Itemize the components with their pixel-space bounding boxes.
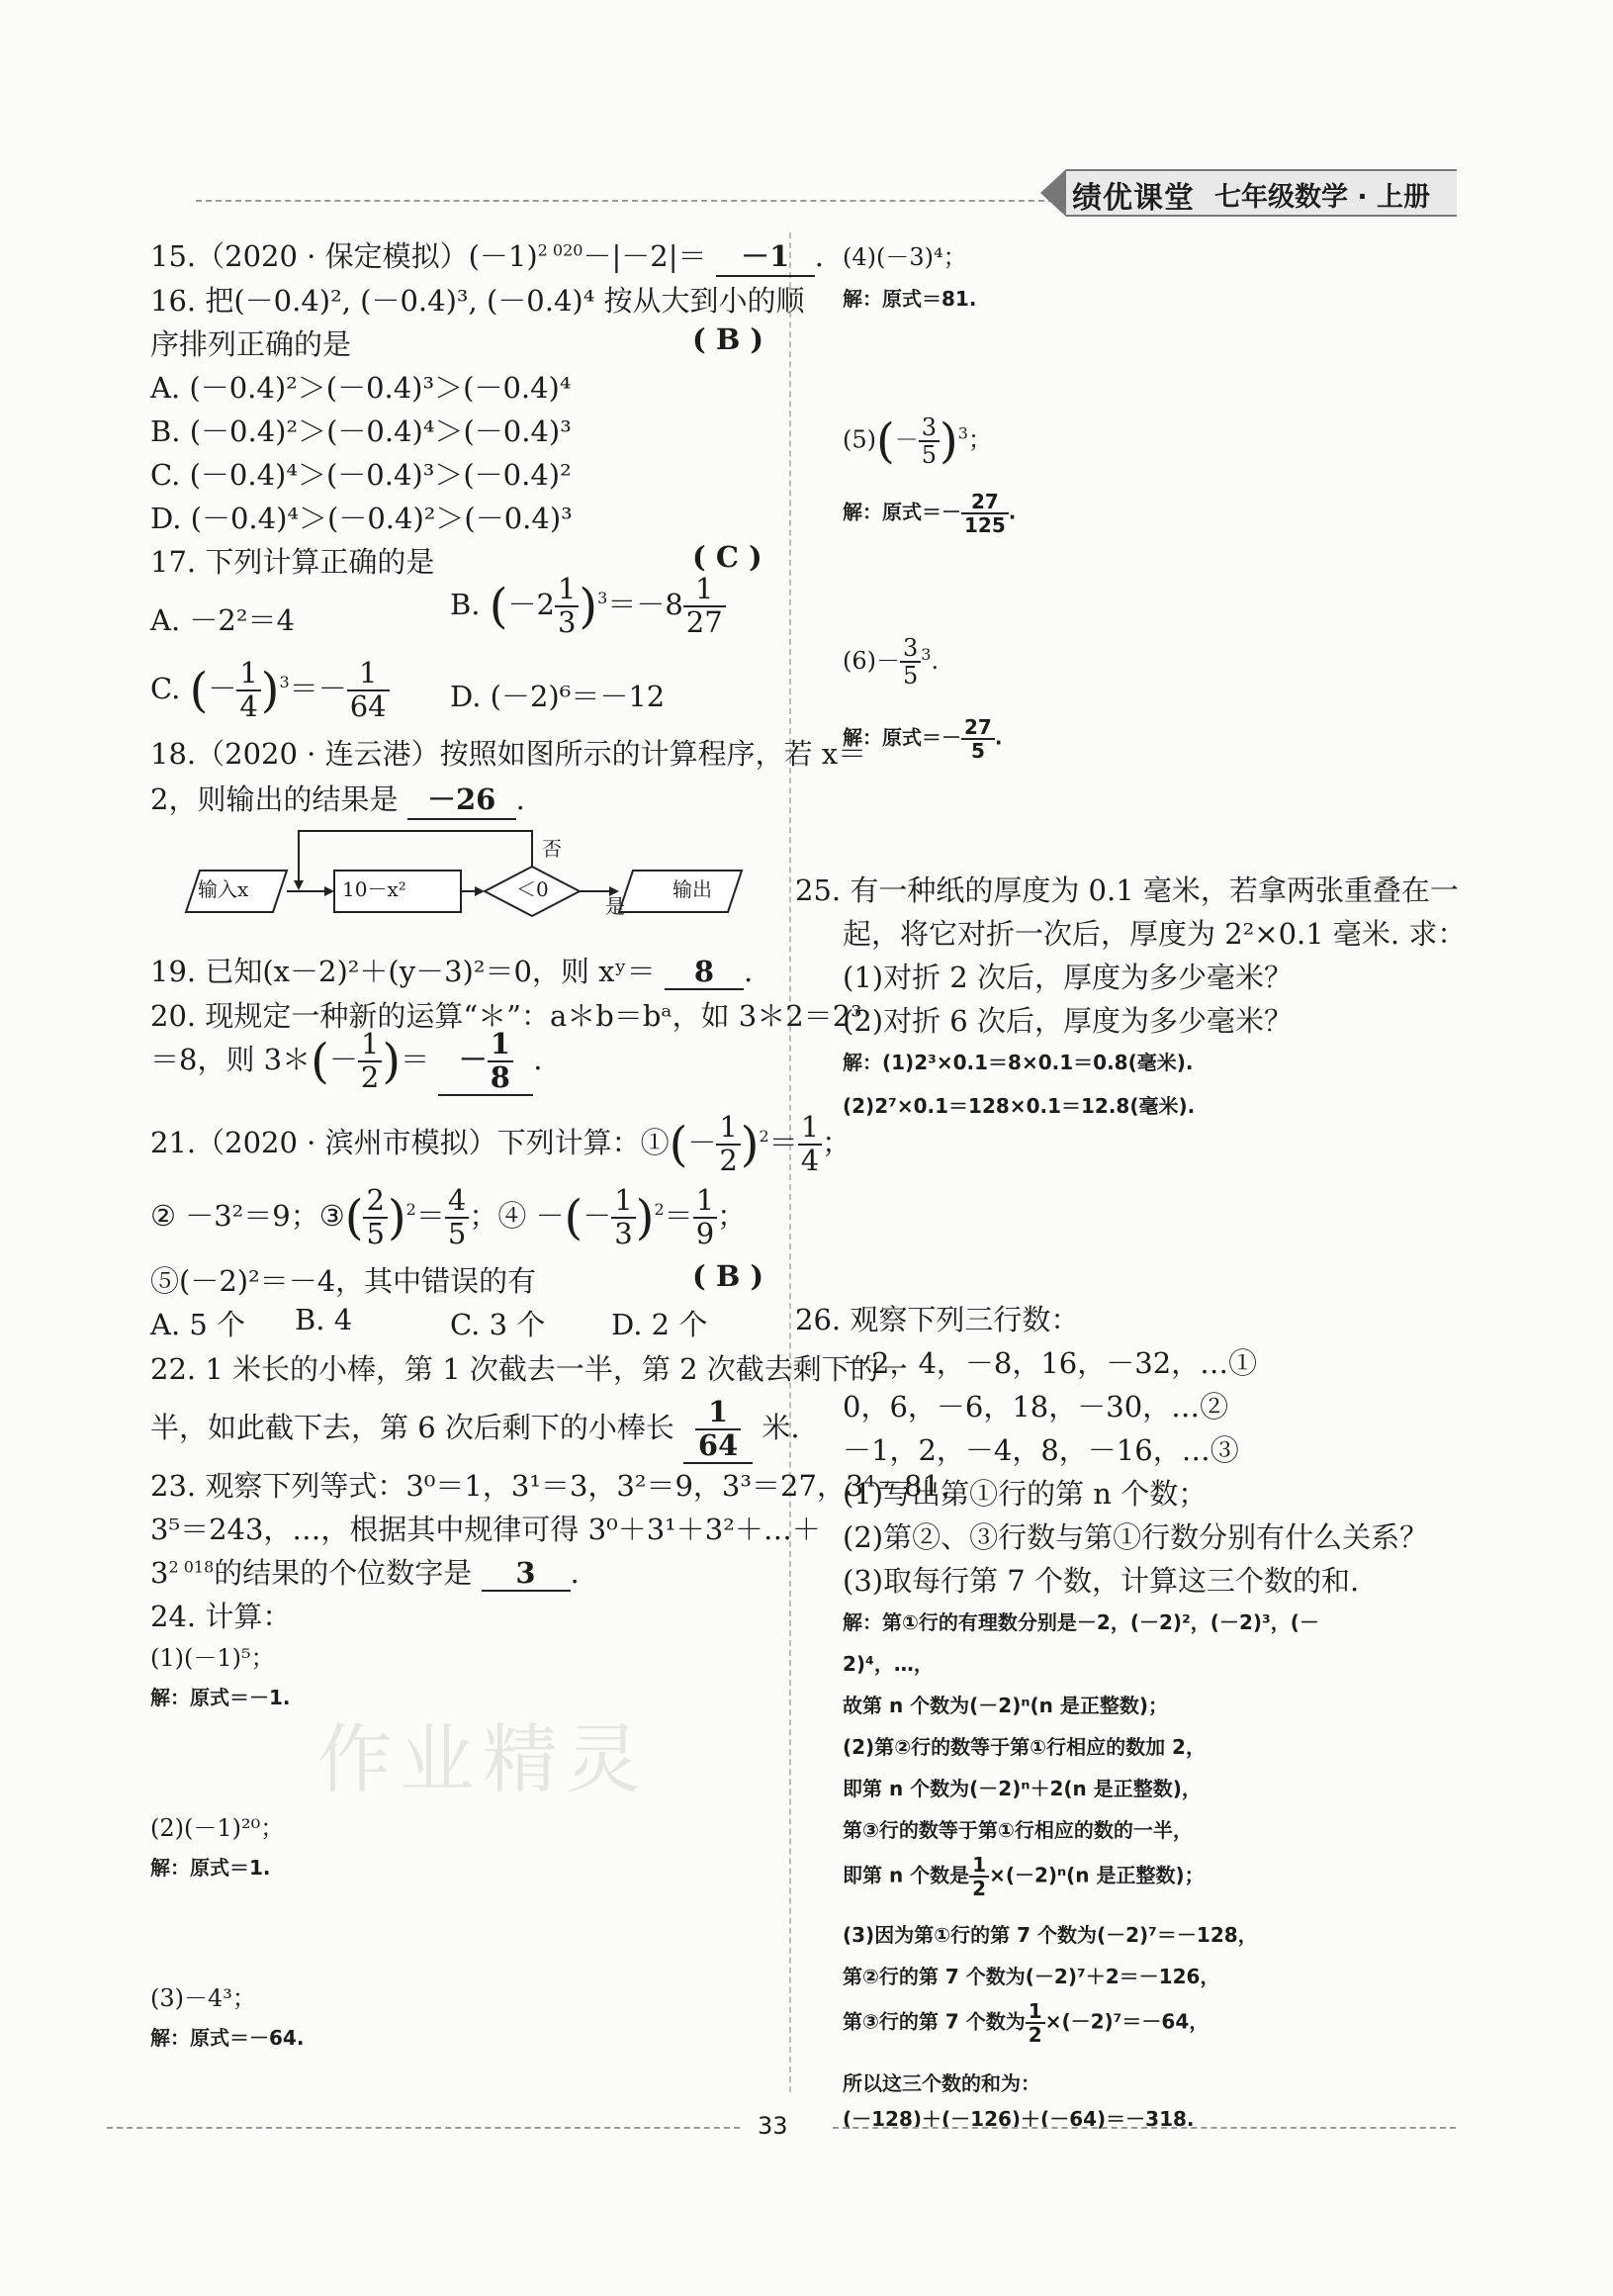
q26-stem: 26. 观察下列三行数： [795,1303,1080,1336]
footer-rule-right [833,2127,1456,2129]
footer-rule-left [107,2127,740,2129]
q23-line1: 23. 观察下列等式：3⁰＝1，3¹＝3，3²＝9，3³＝27，3⁴＝81， [150,1469,969,1503]
q26-sol-0: 解：第①行的有理数分别是－2，(－2)²，(－2)³，(－ [843,1610,1319,1634]
q16-option-d: D. (－0.4)⁴＞(－0.4)²＞(－0.4)³ [150,502,573,535]
q21-answer: ( B ) [692,1259,764,1293]
flow-no: 否 [542,837,562,861]
header-rule-left [196,200,1064,202]
q17-option-a: A. －2²＝4 [150,603,295,637]
q26-sol-7: (3)因为第①行的第 7 个数为(－2)⁷＝－128， [843,1923,1258,1947]
q26-sol-2: 故第 n 个数为(－2)ⁿ(n 是正整数)； [843,1694,1168,1717]
q21-option-d: D. 2 个 [611,1308,708,1341]
q26-ask2: (2)第②、③行数与第①行数分别有什么关系？ [843,1520,1429,1554]
q26-sol-4: 即第 n 个数为(－2)ⁿ＋2(n 是正整数)， [843,1777,1202,1800]
q26-row2: 0，6，－6，18，－30，…② [843,1390,1229,1424]
q26-sol-9: 第③行的第 7 个数为 $\frac{1}{2}$ ×(－2)⁷＝－64， [843,1999,1210,2047]
q26-sol-11: (－128)＋(－126)＋(－64)＝－318. [843,2107,1195,2131]
q24-part1: (1)(－1)⁵； [150,1644,275,1672]
q19-answer: 8 [665,955,744,990]
q26-row1: －2，4，－8，16，－32，…① [843,1346,1258,1380]
q25-sol2: (2)2⁷×0.1＝128×0.1＝12.8(毫米). [843,1094,1196,1118]
q24-part5: (5)(－ $\frac{3}{5}$ )$^3$； [843,413,992,469]
q24-stem: 24. 计算： [150,1600,292,1633]
flow-input: 输入x [198,877,249,901]
q25-line3: (1)对折 2 次后，厚度为多少毫米？ [843,961,1293,994]
q22-line1: 22. 1 米长的小棒，第 1 次截去一半，第 2 次截去剩下的一 [150,1352,908,1386]
q16-line2: 序排列正确的是 [150,327,352,361]
q18-line1: 18.（2020 · 连云港）按照如图所示的计算程序，若 x＝ [150,737,867,771]
q26-ask3: (3)取每行第 7 个数，计算这三个数的和. [843,1564,1360,1598]
q17-option-d: D. (－2)⁶＝－12 [450,680,666,713]
q17-option-c: C. (－ $\frac{1}{4}$ )$^3$＝－ $\frac{1}{64}$ [150,658,390,723]
q17-option-b: B. (－2 $\frac{1}{3}$ )$^3$＝－8 $\frac{1}{27}$ [450,574,726,639]
q24-sol2: 解：原式＝1. [150,1856,271,1880]
banner-arrow-icon [1040,169,1066,217]
q26-sol-8: 第②行的第 7 个数为(－2)⁷＋2＝－126， [843,1965,1220,1988]
q16-option-a: A. (－0.4)²＞(－0.4)³＞(－0.4)⁴ [150,371,572,405]
page-number: 33 [758,2112,788,2140]
flow-op: 10－x² [342,877,406,901]
q20-answer: － $\frac{1}{8}$ [438,1029,533,1096]
q24-part3: (3)－4³； [150,1984,256,2012]
q20-line1: 20. 现规定一种新的运算“＊”：a＊b＝bᵃ，如 3＊2＝2³ [150,999,862,1033]
q26-sol-6: 即第 n 个数是 $\frac{1}{2}$ ×(－2)ⁿ(n 是正整数)； [843,1853,1205,1900]
q23-answer: 3 [482,1556,571,1592]
q15-answer: －1 [716,234,815,277]
q21-line1: 21.（2020 · 滨州市模拟）下列计算：①(－ $\frac{1}{2}$ )$^2$＝ $\frac{1}{4}$ ； [150,1110,851,1177]
q19: 19. 已知(x－2)²＋(y－3)²＝0，则 xʸ＝ 8 . [150,955,754,988]
brand-name: 绩优课堂 [1072,181,1195,216]
q25-line1: 25. 有一种纸的厚度为 0.1 毫米，若拿两张重叠在一 [795,873,1459,907]
q21-option-a: A. 5 个 [150,1308,246,1341]
q16-answer: ( B ) [692,322,764,356]
q24-part2: (2)(－1)²⁰； [150,1814,285,1842]
q26-sol-1: 2)⁴，…， [843,1652,934,1676]
q17-stem: 17. 下列计算正确的是 [150,545,435,579]
q18-line2: 2，则输出的结果是 －26 . [150,778,525,820]
q16-option-c: C. (－0.4)⁴＞(－0.4)³＞(－0.4)² [150,458,572,492]
q25-line4: (2)对折 6 次后，厚度为多少毫米？ [843,1004,1293,1038]
q25-sol1: 解：(1)2³×0.1＝8×0.1＝0.8(毫米). [843,1051,1194,1074]
q15: 15.（2020 · 保定模拟）$(-1)^{2 020}-|-2|= -1$ . [150,234,824,277]
q24-sol4: 解：原式＝81. [843,287,977,311]
q16-line1: 16. 把(－0.4)², (－0.4)³, (－0.4)⁴ 按从大到小的顺 [150,284,805,318]
q24-part6: (6)－ $\frac{3}{5}$ $^3$. [843,634,940,690]
q21-line2: ② －3²＝9；③( $\frac{2}{5}$ )$^2$＝ $\frac{4}{5}$ ；④ －(－ $\frac{1}{3}$ )$^2$＝ $\frac{1}{9}$ ； [150,1183,747,1250]
q24-sol3: 解：原式＝－64. [150,2026,305,2050]
q17-answer: ( C ) [692,540,762,574]
q22-answer: $\frac{1}{64}$ [683,1397,753,1464]
q21-option-c: C. 3 个 [450,1308,546,1341]
q23-line2: 3⁵＝243，…，根据其中规律可得 3⁰＋3¹＋3²＋…＋ [150,1513,821,1546]
q24-sol1: 解：原式＝－1. [150,1686,291,1709]
q24-sol5: 解：原式＝－ $\frac{27}{125}$ . [843,490,1017,537]
q18-flowchart [178,821,752,930]
flow-cond: ＜0 [516,877,549,901]
q26-sol-10: 所以这三个数的和为： [843,2071,1040,2095]
q21-line3: ⑤(－2)²＝－4，其中错误的有 [150,1264,537,1298]
q16-option-b: B. (－0.4)²＞(－0.4)⁴＞(－0.4)³ [150,414,572,448]
q26-sol-3: (2)第②行的数等于第①行相应的数加 2， [843,1735,1206,1759]
q24-sol6: 解：原式＝－ $\frac{27}{5}$ . [843,715,1003,763]
book-subtitle: 七年级数学 · 上册 [1214,182,1431,213]
q23-line3: $3^{2 018}$的结果的个位数字是 3 . [150,1556,580,1590]
q25-line2: 起，将它对折一次后，厚度为 2²×0.1 毫米. 求： [843,917,1467,951]
flow-yes: 是 [605,894,625,918]
q26-sol-5: 第③行的数等于第①行相应的数的一半， [843,1818,1193,1842]
q26-ask1: (1)写出第①行的第 n 个数； [843,1477,1208,1511]
q22-line2: 半，如此截下去，第 6 次后剩下的小棒长 $\frac{1}{64}$ 米. [150,1395,800,1462]
q24-part4: (4)(－3)⁴； [843,243,967,271]
header-banner [1066,169,1457,217]
q26-row3: －1，2，－4，8，－16，…③ [843,1433,1239,1467]
watermark: 作业精灵 [316,1715,649,1803]
q18-answer: －26 [407,778,516,820]
q21-option-b: B. 4 [295,1303,353,1336]
flow-output: 输出 [672,877,712,901]
q20-line2: ＝8，则 3＊(－ $\frac{1}{2}$ )＝ － $\frac{1}{8}$ . [150,1027,543,1094]
